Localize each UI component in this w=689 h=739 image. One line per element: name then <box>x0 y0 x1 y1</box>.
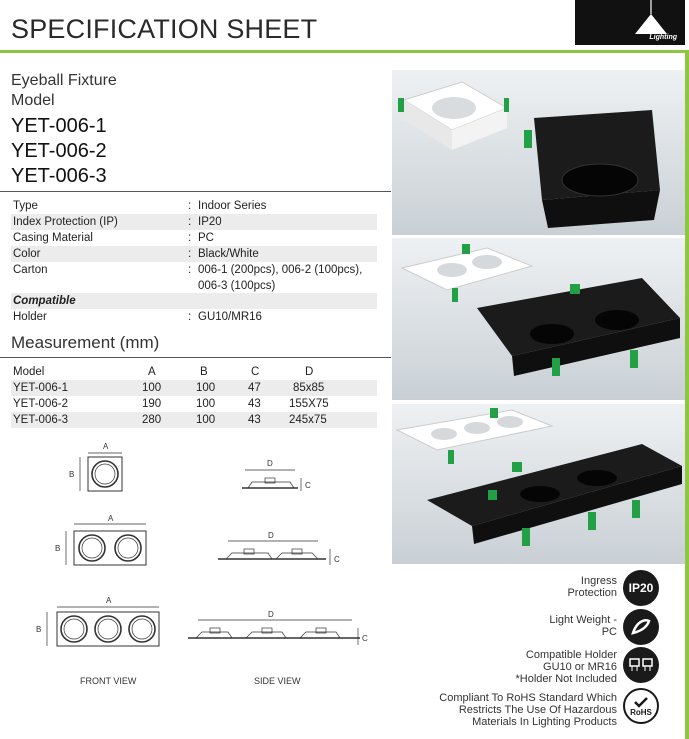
compatible-heading-row <box>11 293 377 309</box>
spec-key: Casing Material <box>13 232 93 244</box>
dim-b-label: B <box>36 625 42 634</box>
spec-row: Carton : 006-1 (200pcs), 006-2 (100pcs), 006-3 (100pcs) <box>13 264 363 292</box>
model-name: YET-006-1 <box>11 115 107 137</box>
product-photo-single <box>392 70 685 235</box>
side-view-label: SIDE VIEW <box>254 676 301 686</box>
table-header-row <box>11 364 377 380</box>
right-border <box>685 50 689 739</box>
spec-key: Type <box>13 200 38 212</box>
cell-d: 85x85 <box>293 382 325 394</box>
cell-b: 100 <box>196 382 216 394</box>
spec-value: 006-1 (200pcs), 006-2 (100pcs), <box>198 264 363 276</box>
cell-c: 43 <box>248 414 261 426</box>
dim-c-label: C <box>305 481 311 490</box>
model-name: YET-006-2 <box>11 140 107 162</box>
brand-logo <box>575 0 685 45</box>
spec-row: Holder : GU10/MR16 <box>13 311 262 323</box>
column-header: A <box>148 366 156 378</box>
column-header: D <box>305 366 314 378</box>
table-row <box>11 396 377 412</box>
section-rule <box>0 357 391 358</box>
spec-value: Indoor Series <box>198 200 267 212</box>
front-view-label: FRONT VIEW <box>80 676 137 686</box>
dim-b-label: B <box>69 470 75 479</box>
logo-text: Lighting <box>649 34 677 41</box>
holder-icon <box>623 647 659 683</box>
cell-b: 100 <box>196 398 216 410</box>
dim-a-label: A <box>106 596 112 605</box>
cell-a: 280 <box>142 414 162 426</box>
product-photo-triple <box>392 404 685 564</box>
rohs-icon: RoHS <box>623 688 659 724</box>
cell-c: 43 <box>248 398 261 410</box>
cell-c: 47 <box>248 382 261 394</box>
dim-d-label: D <box>268 610 274 619</box>
spec-row: Color : Black/White <box>11 246 377 262</box>
spec-row: Index Protection (IP) : IP20 <box>11 214 377 230</box>
dim-a-label: A <box>108 514 114 523</box>
cell-d: 245x75 <box>289 414 327 426</box>
spec-row: Casing Material : PC <box>13 232 214 244</box>
technical-drawing <box>0 435 391 695</box>
spec-key: Holder <box>13 311 47 323</box>
measurement-title: Measurement (mm) <box>11 333 160 352</box>
product-type: Eyeball Fixture <box>11 72 117 89</box>
cell-model: YET-006-2 <box>13 398 68 410</box>
table-row <box>11 380 377 396</box>
cell-model: YET-006-1 <box>13 382 68 394</box>
feature-light-weight: Light Weight - PC <box>549 614 617 638</box>
spec-value-cont: 006-3 (100pcs) <box>198 280 276 292</box>
spec-value: GU10/MR16 <box>198 311 262 323</box>
header-divider <box>0 50 686 53</box>
cell-b: 100 <box>196 414 216 426</box>
cell-a: 190 <box>142 398 162 410</box>
spec-value: IP20 <box>198 216 222 228</box>
feature-compatible-holder: Compatible Holder GU10 or MR16 *Holder Not Included <box>515 649 617 685</box>
model-label: Model <box>11 92 55 109</box>
dim-a-label: A <box>103 442 109 451</box>
feather-icon <box>623 609 659 645</box>
dim-d-label: D <box>268 531 274 540</box>
cell-d: 155X75 <box>289 398 329 410</box>
column-header: Model <box>13 366 45 378</box>
spec-row: Type : Indoor Series <box>13 200 267 212</box>
feature-ingress-protection: Ingress Protection <box>567 575 617 599</box>
compatible-heading: Compatible <box>13 295 76 307</box>
model-name: YET-006-3 <box>11 165 107 187</box>
spec-value: Black/White <box>198 248 259 260</box>
column-header: C <box>251 366 260 378</box>
cell-model: YET-006-3 <box>13 414 68 426</box>
page-title: SPECIFICATION SHEET <box>11 14 318 44</box>
spec-key: Index Protection (IP) <box>13 216 118 228</box>
table-row <box>11 412 377 428</box>
ip20-icon: IP20 <box>623 570 659 606</box>
spec-value: PC <box>198 232 214 244</box>
spec-key: Carton <box>13 264 48 276</box>
dim-b-label: B <box>55 544 61 553</box>
dim-c-label: C <box>362 634 368 643</box>
feature-rohs: Compliant To RoHS Standard Which Restricts The Use Of Hazardous Materials In Lighting Products <box>439 692 617 728</box>
spec-key: Color <box>13 248 41 260</box>
dim-c-label: C <box>334 555 340 564</box>
product-photo-double <box>392 238 685 400</box>
section-rule <box>0 191 391 192</box>
cell-a: 100 <box>142 382 162 394</box>
dim-d-label: D <box>267 459 273 468</box>
column-header: B <box>200 366 208 378</box>
